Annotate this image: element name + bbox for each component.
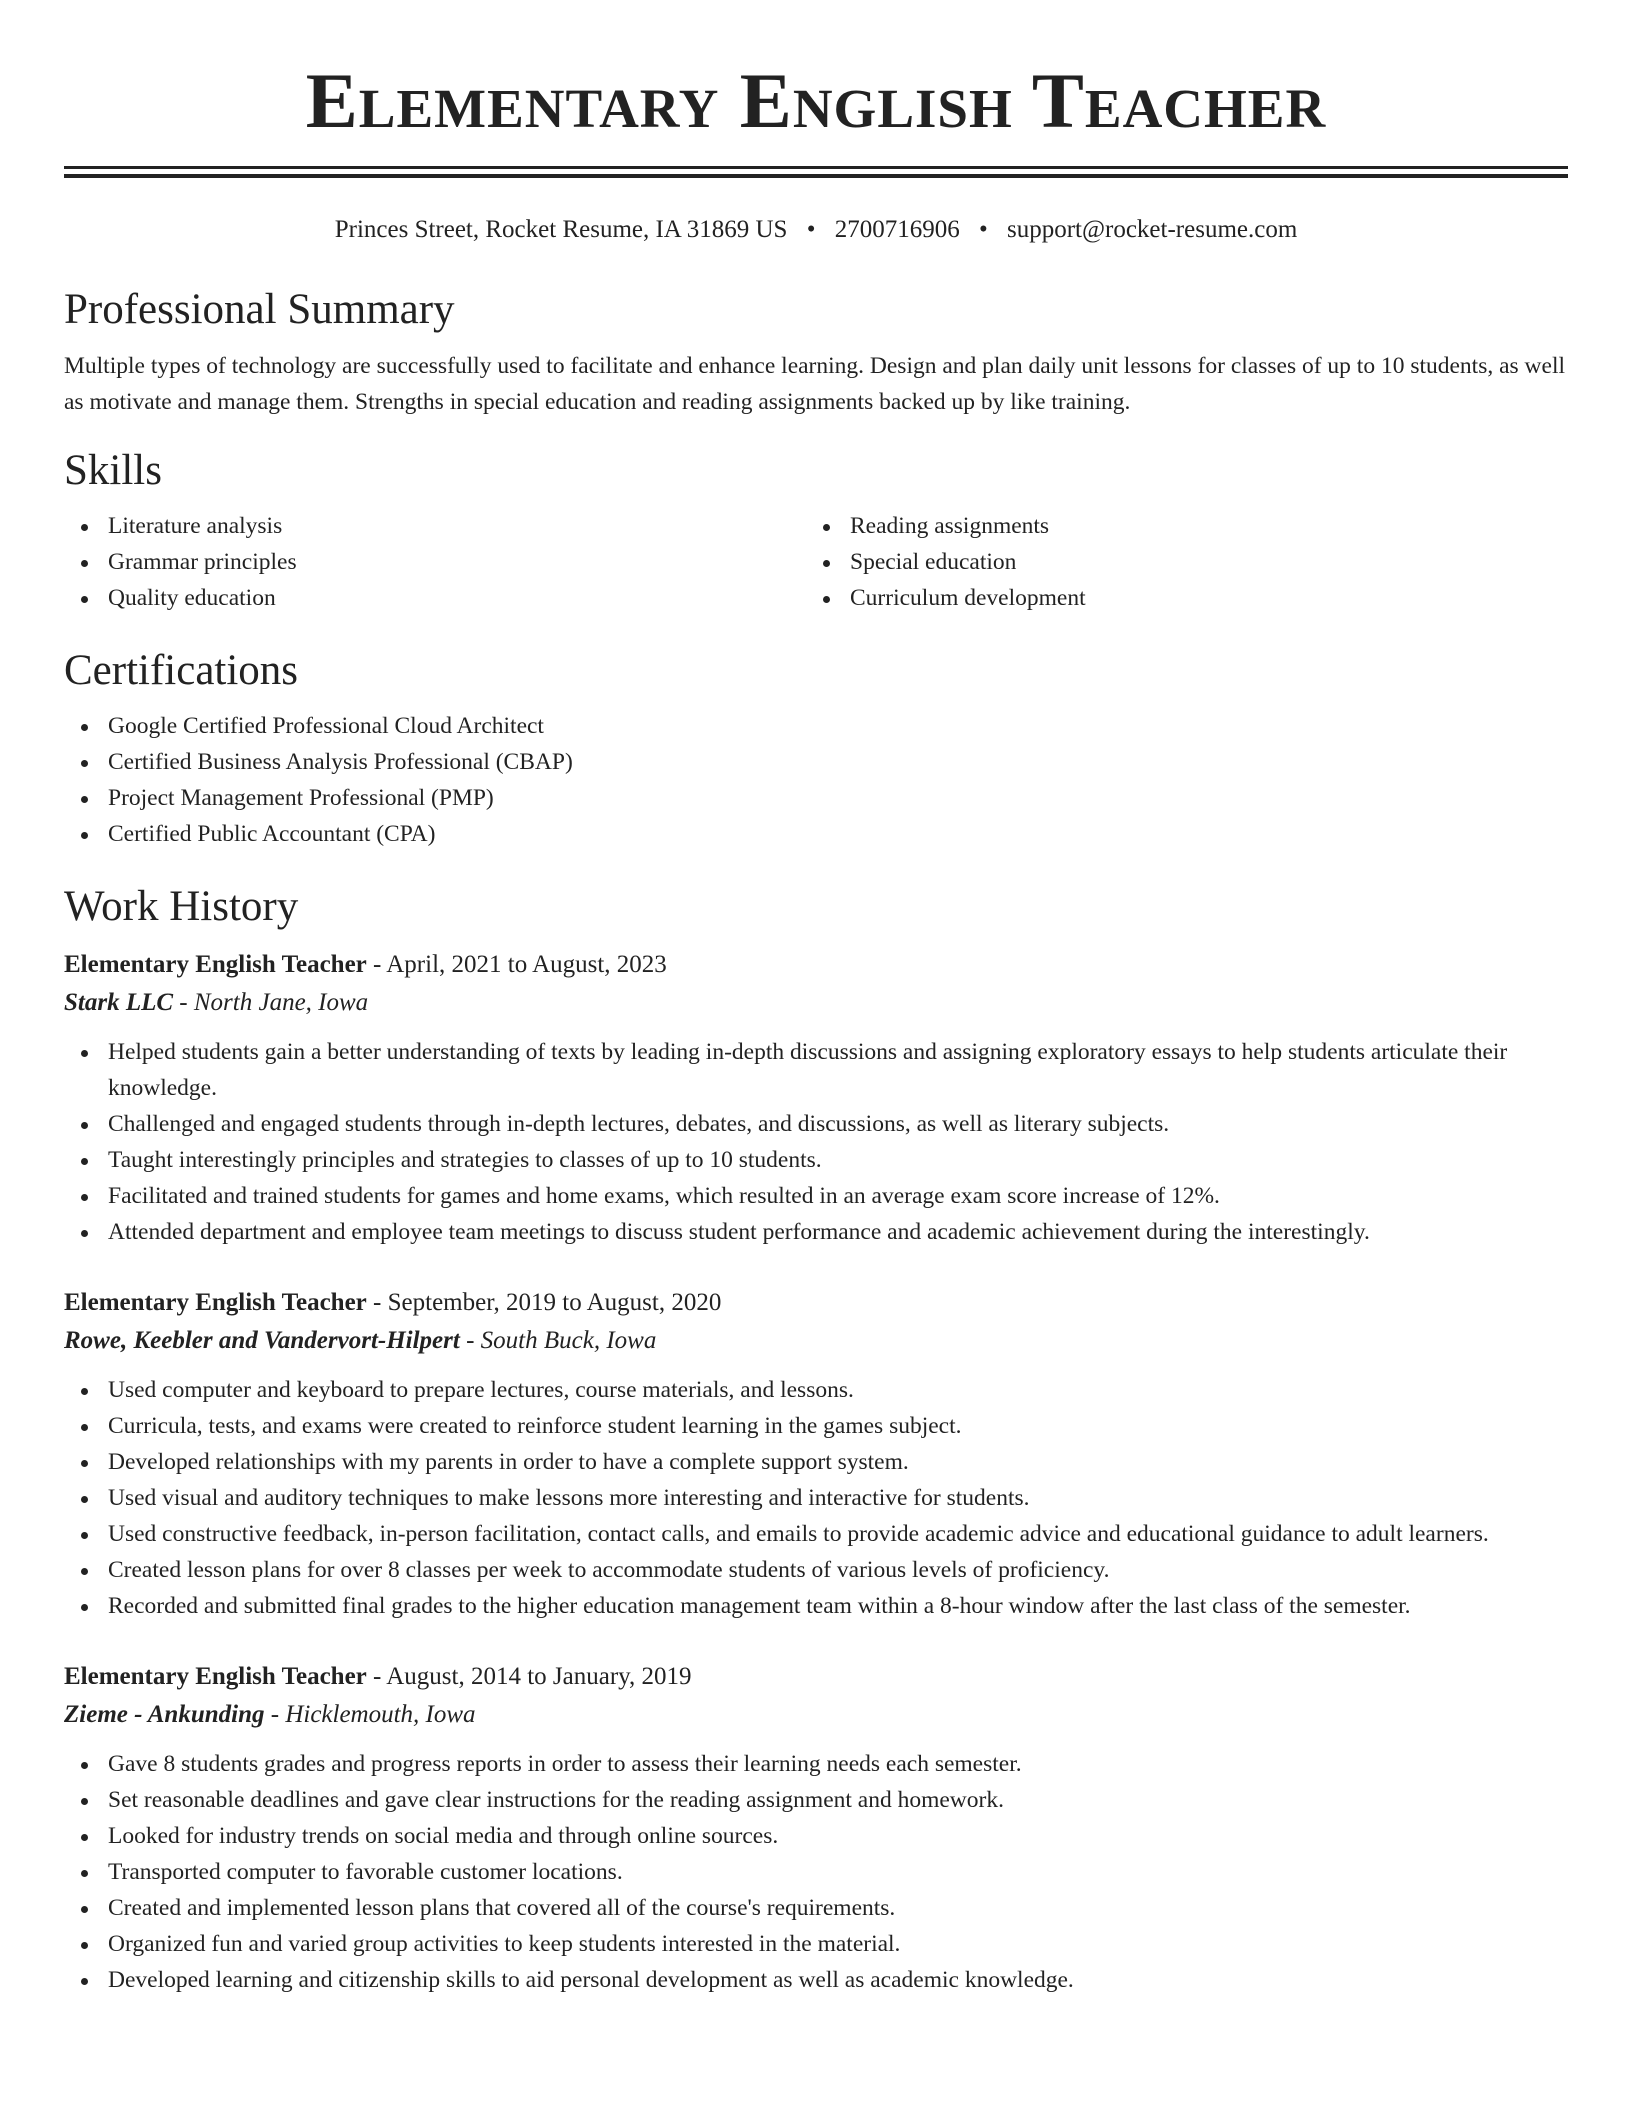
job-header xyxy=(64,946,1568,984)
job-bullet: Used constructive feedback, in-person facilitation, contact calls, and emails to provide academic advice and educational guidance to adult learners. xyxy=(64,1516,1568,1552)
skills-section xyxy=(64,446,1568,616)
job-bullet: Transported computer to favorable customer locations. xyxy=(64,1854,1568,1890)
job-title: Elementary English Teacher xyxy=(64,1289,367,1316)
contact-line xyxy=(64,215,1568,245)
certifications-list xyxy=(64,708,1568,852)
work-history-section xyxy=(64,882,1568,1998)
certifications-heading: Certifications xyxy=(64,647,299,694)
job-company: Rowe, Keebler and Vandervort-Hilpert xyxy=(64,1327,460,1354)
summary-text: Multiple types of technology are successfully used to facilitate and enhance learning. Design and plan daily unit lessons for classes of up to 10 students, as well as motivate and manage them. Strengths in special education and reading assignments backed up by like training. xyxy=(64,353,1566,415)
certification-item: Project Management Professional (PMP) xyxy=(64,780,1568,816)
job-bullet: Organized fun and varied group activities to keep students interested in the material. xyxy=(64,1926,1568,1962)
skill-item: Special education xyxy=(806,544,1568,580)
header-divider-top xyxy=(64,166,1568,169)
job-title: Elementary English Teacher xyxy=(64,951,367,978)
job-bullet: Taught interestingly principles and strategies to classes of up to 10 students. xyxy=(64,1142,1568,1178)
job-company: Stark LLC xyxy=(64,989,174,1016)
job-bullet: Developed relationships with my parents in order to have a complete support system. xyxy=(64,1444,1568,1480)
skills-heading: Skills xyxy=(64,447,162,494)
job-bullet: Recorded and submitted final grades to the higher education management team within a 8-hour window after the last class of the semester. xyxy=(64,1588,1568,1624)
job-title: Elementary English Teacher xyxy=(64,1663,367,1690)
job-bullet: Set reasonable deadlines and gave clear instructions for the reading assignment and homework. xyxy=(64,1782,1568,1818)
job-bullet: Looked for industry trends on social media and through online sources. xyxy=(64,1818,1568,1854)
job-entry xyxy=(64,946,1568,1250)
certification-item: Certified Public Accountant (CPA) xyxy=(64,816,1568,852)
contact-phone: 2700716906 xyxy=(834,216,960,243)
job-bullet: Facilitated and trained students for games and home exams, which resulted in an average exam score increase of 12%. xyxy=(64,1178,1568,1214)
job-employer xyxy=(64,1696,1568,1734)
skill-item: Curriculum development xyxy=(806,580,1568,616)
certification-item: Certified Business Analysis Professional (CBAP) xyxy=(64,744,1568,780)
job-bullet: Created lesson plans for over 8 classes per week to accommodate students of various levels of proficiency. xyxy=(64,1552,1568,1588)
resume-title: Elementary English Teacher xyxy=(305,57,1327,144)
skills-left-list xyxy=(64,508,806,616)
skills-right-list xyxy=(806,508,1568,616)
job-bullets xyxy=(64,1372,1568,1624)
job-entry xyxy=(64,1284,1568,1624)
job-header xyxy=(64,1284,1568,1322)
job-header xyxy=(64,1658,1568,1696)
job-employer xyxy=(64,984,1568,1022)
contact-separator: • xyxy=(806,216,816,243)
header-divider-bottom xyxy=(64,174,1568,178)
summary-section xyxy=(64,285,1568,420)
job-bullet: Challenged and engaged students through in-depth lectures, debates, and discussions, as well as literary subjects. xyxy=(64,1106,1568,1142)
job-dates: - April, 2021 to August, 2023 xyxy=(366,951,667,978)
job-entry xyxy=(64,1658,1568,1998)
skill-item: Grammar principles xyxy=(64,544,806,580)
job-dates: - August, 2014 to January, 2019 xyxy=(366,1663,692,1690)
job-bullet: Attended department and employee team meetings to discuss student performance and academic achievement during the interestingly. xyxy=(64,1214,1568,1250)
job-bullet: Used visual and auditory techniques to make lessons more interesting and interactive for students. xyxy=(64,1480,1568,1516)
job-company: Zieme - Ankunding xyxy=(64,1701,265,1728)
job-bullet: Developed learning and citizenship skills to aid personal development as well as academic knowledge. xyxy=(64,1962,1568,1998)
job-bullet: Helped students gain a better understanding of texts by leading in-depth discussions and assigning exploratory essays to help students articulate their knowledge. xyxy=(64,1034,1568,1106)
skill-item: Quality education xyxy=(64,580,806,616)
job-location: - North Jane, Iowa xyxy=(173,989,369,1016)
job-bullet: Used computer and keyboard to prepare lectures, course materials, and lessons. xyxy=(64,1372,1568,1408)
summary-heading: Professional Summary xyxy=(64,286,455,333)
job-dates: - September, 2019 to August, 2020 xyxy=(366,1289,722,1316)
job-location: - South Buck, Iowa xyxy=(459,1327,657,1354)
skill-item: Literature analysis xyxy=(64,508,806,544)
skills-grid xyxy=(64,508,1568,616)
contact-address: Princes Street, Rocket Resume, IA 31869 US xyxy=(334,216,788,243)
work-history-heading: Work History xyxy=(64,883,299,930)
skill-item: Reading assignments xyxy=(806,508,1568,544)
job-bullet: Gave 8 students grades and progress reports in order to assess their learning needs each semester. xyxy=(64,1746,1568,1782)
job-bullet: Curricula, tests, and exams were created to reinforce student learning in the games subject. xyxy=(64,1408,1568,1444)
job-location: - Hicklemouth, Iowa xyxy=(264,1701,476,1728)
contact-separator: • xyxy=(978,216,988,243)
job-bullet: Created and implemented lesson plans that covered all of the course's requirements. xyxy=(64,1890,1568,1926)
job-bullets xyxy=(64,1034,1568,1250)
contact-email: support@rocket-resume.com xyxy=(1006,216,1298,243)
certification-item: Google Certified Professional Cloud Architect xyxy=(64,708,1568,744)
job-employer xyxy=(64,1322,1568,1360)
certifications-section xyxy=(64,646,1568,852)
job-bullets xyxy=(64,1746,1568,1998)
